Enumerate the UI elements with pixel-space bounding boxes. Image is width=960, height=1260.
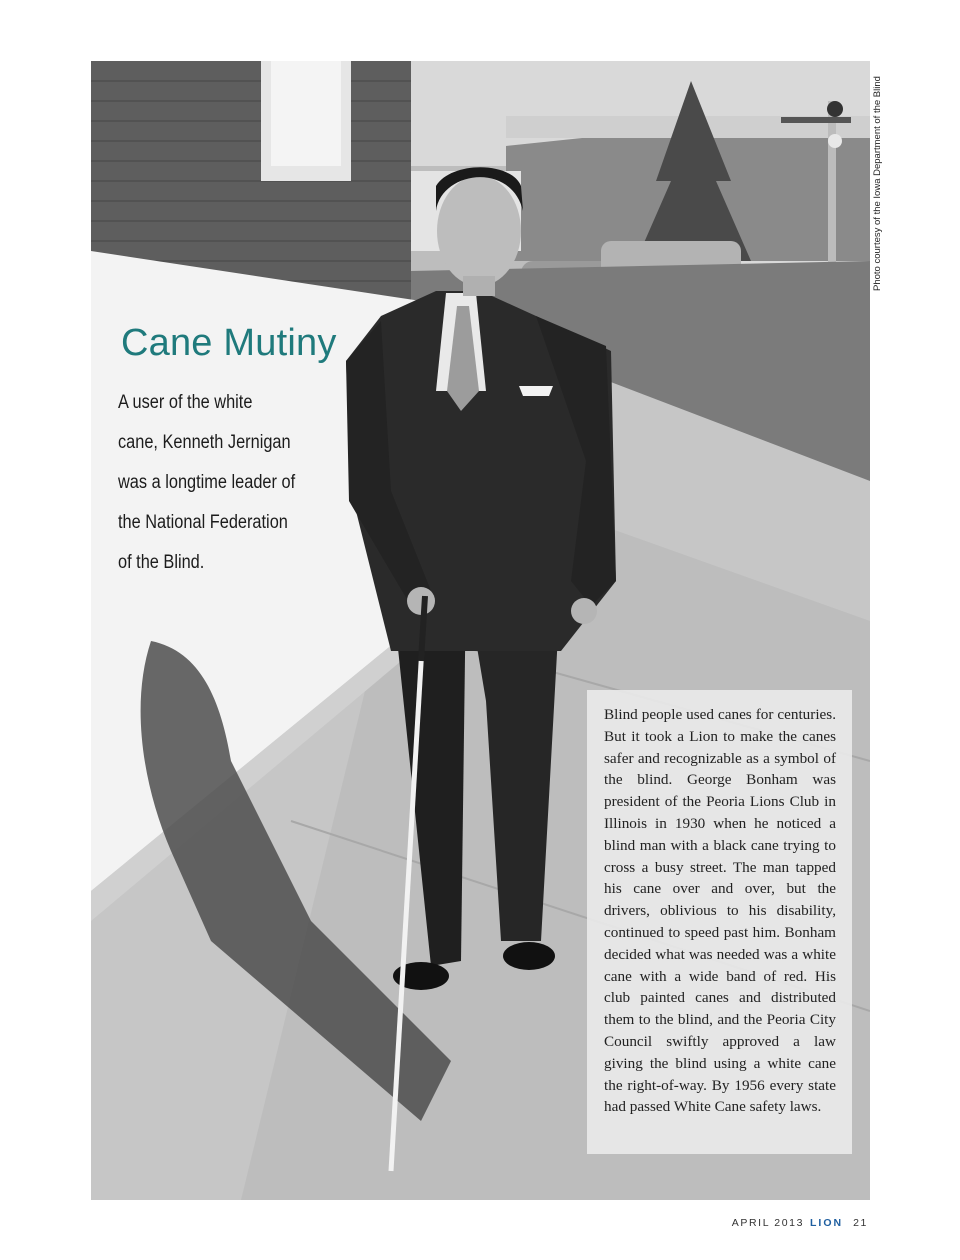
page-number: 21 [853, 1217, 868, 1229]
caption-line: the National Federation [118, 512, 288, 533]
sidebar-box [587, 690, 852, 1154]
caption-line: cane, Kenneth Jernigan [118, 432, 291, 453]
photo-caption [118, 383, 358, 583]
sidebar-text: Blind people used canes for centuries. But it took a Lion to make the canes safer and recognizable as a symbol of the blind. George Bonham was president of the Peoria Lions Club in Illinois in 1930 when he noticed a blind man with a black cane trying to cross a busy street. The man tapped his cane over and over, but the drivers, oblivious to his disability, continued to speed past him. Bonham decided what was needed was a white cane with a wide band of red. His club painted canes and distributed them to the blind, and the Peoria City Council swiftly approved a law giving the blind using a white cane the right-of-way. By 1956 every state had passed White Cane safety laws. [604, 706, 836, 1116]
page-footer [732, 1217, 868, 1229]
caption-line: of the Blind. [118, 552, 205, 573]
photo-credit: Photo courtesy of the Iowa Department of the Blind [872, 76, 883, 291]
magazine-name: LION [810, 1217, 844, 1229]
article-title: Cane Mutiny [121, 322, 337, 364]
issue-date: APRIL 2013 [731, 1217, 805, 1229]
caption-line: A user of the white [118, 392, 253, 413]
caption-line: was a longtime leader of [118, 472, 296, 493]
